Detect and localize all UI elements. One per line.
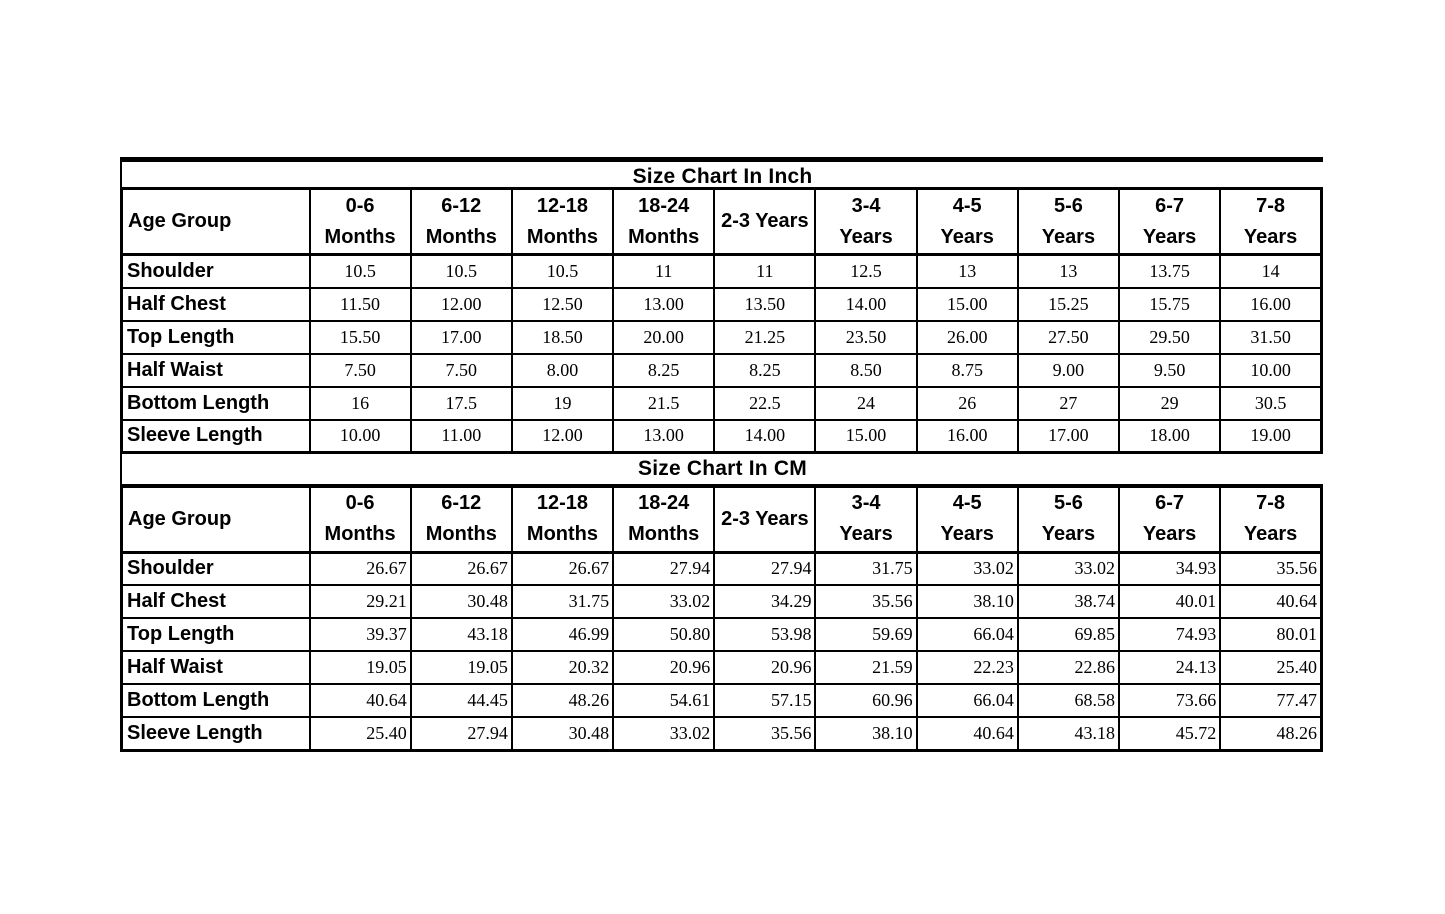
value-cell: 26.00 <box>917 321 1018 354</box>
col-header-6-7-years: 6-7 Years <box>1119 486 1220 552</box>
value-cell: 10.5 <box>310 255 411 288</box>
cm-chart-title: Size Chart In CM <box>120 454 1323 484</box>
age-group-header: Age Group <box>122 189 310 255</box>
value-cell: 22.5 <box>714 387 815 420</box>
col-header-7-8-years: 7-8 Years <box>1220 486 1321 552</box>
value-cell: 12.00 <box>512 420 613 453</box>
table-row-half-waist <box>122 354 1322 387</box>
value-cell: 17.00 <box>411 321 512 354</box>
value-cell: 30.48 <box>411 585 512 618</box>
value-cell: 33.02 <box>917 552 1018 585</box>
value-cell: 10.5 <box>411 255 512 288</box>
value-cell: 21.25 <box>714 321 815 354</box>
value-cell: 12.5 <box>815 255 916 288</box>
table-row-shoulder <box>122 552 1322 585</box>
row-header: Shoulder <box>122 255 310 288</box>
inch-table-body <box>122 255 1322 453</box>
value-cell: 80.01 <box>1220 618 1321 651</box>
value-cell: 26.67 <box>411 552 512 585</box>
value-cell: 19 <box>512 387 613 420</box>
value-cell: 18.00 <box>1119 420 1220 453</box>
value-cell: 25.40 <box>310 717 411 750</box>
value-cell: 39.37 <box>310 618 411 651</box>
value-cell: 29 <box>1119 387 1220 420</box>
value-cell: 31.50 <box>1220 321 1321 354</box>
value-cell: 43.18 <box>1018 717 1119 750</box>
value-cell: 19.00 <box>1220 420 1321 453</box>
value-cell: 15.25 <box>1018 288 1119 321</box>
value-cell: 12.50 <box>512 288 613 321</box>
value-cell: 13 <box>917 255 1018 288</box>
table-row-half-chest <box>122 288 1322 321</box>
value-cell: 22.86 <box>1018 651 1119 684</box>
value-cell: 15.75 <box>1119 288 1220 321</box>
value-cell: 10.5 <box>512 255 613 288</box>
col-header-3-4-years: 3-4 Years <box>815 486 916 552</box>
value-cell: 26 <box>917 387 1018 420</box>
value-cell: 10.00 <box>310 420 411 453</box>
value-cell: 7.50 <box>411 354 512 387</box>
inch-chart-section <box>120 157 1323 454</box>
value-cell: 20.96 <box>714 651 815 684</box>
value-cell: 33.02 <box>613 717 714 750</box>
value-cell: 40.64 <box>1220 585 1321 618</box>
value-cell: 18.50 <box>512 321 613 354</box>
value-cell: 20.00 <box>613 321 714 354</box>
value-cell: 68.58 <box>1018 684 1119 717</box>
value-cell: 15.00 <box>815 420 916 453</box>
cm-table-body <box>122 552 1322 750</box>
value-cell: 8.25 <box>613 354 714 387</box>
col-header-2-3-years: 2-3 Years <box>714 486 815 552</box>
row-header: Top Length <box>122 321 310 354</box>
value-cell: 7.50 <box>310 354 411 387</box>
col-header-7-8-years: 7-8 Years <box>1220 189 1321 255</box>
value-cell: 9.00 <box>1018 354 1119 387</box>
row-header: Sleeve Length <box>122 717 310 750</box>
value-cell: 12.00 <box>411 288 512 321</box>
col-header-0-6-months: 0-6 Months <box>310 486 411 552</box>
value-cell: 35.56 <box>815 585 916 618</box>
row-header: Bottom Length <box>122 684 310 717</box>
value-cell: 30.5 <box>1220 387 1321 420</box>
table-row-sleeve-length <box>122 420 1322 453</box>
value-cell: 53.98 <box>714 618 815 651</box>
value-cell: 11 <box>613 255 714 288</box>
value-cell: 30.48 <box>512 717 613 750</box>
value-cell: 15.50 <box>310 321 411 354</box>
value-cell: 38.10 <box>917 585 1018 618</box>
value-cell: 13.50 <box>714 288 815 321</box>
col-header-5-6-years: 5-6 Years <box>1018 486 1119 552</box>
value-cell: 33.02 <box>613 585 714 618</box>
row-header: Half Waist <box>122 354 310 387</box>
value-cell: 13 <box>1018 255 1119 288</box>
inch-size-table <box>120 187 1323 454</box>
value-cell: 74.93 <box>1119 618 1220 651</box>
col-header-6-12-months: 6-12 Months <box>411 189 512 255</box>
value-cell: 48.26 <box>512 684 613 717</box>
inch-header-row <box>122 189 1322 255</box>
value-cell: 15.00 <box>917 288 1018 321</box>
value-cell: 14 <box>1220 255 1321 288</box>
value-cell: 20.32 <box>512 651 613 684</box>
value-cell: 24.13 <box>1119 651 1220 684</box>
table-row-half-waist <box>122 651 1322 684</box>
col-header-5-6-years: 5-6 Years <box>1018 189 1119 255</box>
value-cell: 26.67 <box>310 552 411 585</box>
value-cell: 45.72 <box>1119 717 1220 750</box>
value-cell: 66.04 <box>917 684 1018 717</box>
age-group-header: Age Group <box>122 486 310 552</box>
value-cell: 17.5 <box>411 387 512 420</box>
col-header-12-18-months: 12-18 Months <box>512 189 613 255</box>
inch-chart-title: Size Chart In Inch <box>120 157 1323 187</box>
value-cell: 34.93 <box>1119 552 1220 585</box>
table-row-top-length <box>122 618 1322 651</box>
value-cell: 21.59 <box>815 651 916 684</box>
col-header-2-3-years: 2-3 Years <box>714 189 815 255</box>
value-cell: 16.00 <box>1220 288 1321 321</box>
col-header-6-12-months: 6-12 Months <box>411 486 512 552</box>
value-cell: 57.15 <box>714 684 815 717</box>
col-header-0-6-months: 0-6 Months <box>310 189 411 255</box>
value-cell: 13.75 <box>1119 255 1220 288</box>
value-cell: 73.66 <box>1119 684 1220 717</box>
value-cell: 8.50 <box>815 354 916 387</box>
value-cell: 27.50 <box>1018 321 1119 354</box>
row-header: Shoulder <box>122 552 310 585</box>
table-row-bottom-length <box>122 387 1322 420</box>
value-cell: 50.80 <box>613 618 714 651</box>
value-cell: 13.00 <box>613 288 714 321</box>
value-cell: 20.96 <box>613 651 714 684</box>
col-header-4-5-years: 4-5 Years <box>917 486 1018 552</box>
table-row-bottom-length <box>122 684 1322 717</box>
value-cell: 34.29 <box>714 585 815 618</box>
value-cell: 16.00 <box>917 420 1018 453</box>
value-cell: 17.00 <box>1018 420 1119 453</box>
value-cell: 29.21 <box>310 585 411 618</box>
value-cell: 8.00 <box>512 354 613 387</box>
row-header: Half Chest <box>122 585 310 618</box>
col-header-4-5-years: 4-5 Years <box>917 189 1018 255</box>
value-cell: 29.50 <box>1119 321 1220 354</box>
value-cell: 11.50 <box>310 288 411 321</box>
value-cell: 27.94 <box>714 552 815 585</box>
value-cell: 22.23 <box>917 651 1018 684</box>
value-cell: 35.56 <box>714 717 815 750</box>
value-cell: 24 <box>815 387 916 420</box>
value-cell: 44.45 <box>411 684 512 717</box>
value-cell: 27.94 <box>411 717 512 750</box>
value-cell: 27 <box>1018 387 1119 420</box>
table-row-shoulder <box>122 255 1322 288</box>
col-header-12-18-months: 12-18 Months <box>512 486 613 552</box>
value-cell: 69.85 <box>1018 618 1119 651</box>
value-cell: 38.10 <box>815 717 916 750</box>
value-cell: 35.56 <box>1220 552 1321 585</box>
value-cell: 38.74 <box>1018 585 1119 618</box>
value-cell: 60.96 <box>815 684 916 717</box>
row-header: Top Length <box>122 618 310 651</box>
value-cell: 48.26 <box>1220 717 1321 750</box>
value-cell: 33.02 <box>1018 552 1119 585</box>
value-cell: 11 <box>714 255 815 288</box>
value-cell: 21.5 <box>613 387 714 420</box>
row-header: Sleeve Length <box>122 420 310 453</box>
value-cell: 40.64 <box>917 717 1018 750</box>
value-cell: 8.75 <box>917 354 1018 387</box>
cm-chart-section <box>120 454 1323 752</box>
value-cell: 25.40 <box>1220 651 1321 684</box>
table-row-half-chest <box>122 585 1322 618</box>
value-cell: 26.67 <box>512 552 613 585</box>
value-cell: 77.47 <box>1220 684 1321 717</box>
value-cell: 13.00 <box>613 420 714 453</box>
value-cell: 16 <box>310 387 411 420</box>
value-cell: 43.18 <box>411 618 512 651</box>
table-row-sleeve-length <box>122 717 1322 750</box>
value-cell: 46.99 <box>512 618 613 651</box>
col-header-18-24-months: 18-24 Months <box>613 486 714 552</box>
row-header: Bottom Length <box>122 387 310 420</box>
col-header-3-4-years: 3-4 Years <box>815 189 916 255</box>
value-cell: 9.50 <box>1119 354 1220 387</box>
table-row-top-length <box>122 321 1322 354</box>
col-header-18-24-months: 18-24 Months <box>613 189 714 255</box>
value-cell: 19.05 <box>310 651 411 684</box>
value-cell: 19.05 <box>411 651 512 684</box>
size-chart-sheet <box>120 157 1323 752</box>
value-cell: 40.01 <box>1119 585 1220 618</box>
value-cell: 59.69 <box>815 618 916 651</box>
cm-header-row <box>122 486 1322 552</box>
row-header: Half Chest <box>122 288 310 321</box>
value-cell: 54.61 <box>613 684 714 717</box>
value-cell: 14.00 <box>714 420 815 453</box>
value-cell: 66.04 <box>917 618 1018 651</box>
value-cell: 27.94 <box>613 552 714 585</box>
value-cell: 31.75 <box>512 585 613 618</box>
col-header-6-7-years: 6-7 Years <box>1119 189 1220 255</box>
row-header: Half Waist <box>122 651 310 684</box>
value-cell: 31.75 <box>815 552 916 585</box>
value-cell: 8.25 <box>714 354 815 387</box>
cm-size-table <box>120 484 1323 752</box>
value-cell: 14.00 <box>815 288 916 321</box>
value-cell: 23.50 <box>815 321 916 354</box>
value-cell: 11.00 <box>411 420 512 453</box>
value-cell: 10.00 <box>1220 354 1321 387</box>
value-cell: 40.64 <box>310 684 411 717</box>
